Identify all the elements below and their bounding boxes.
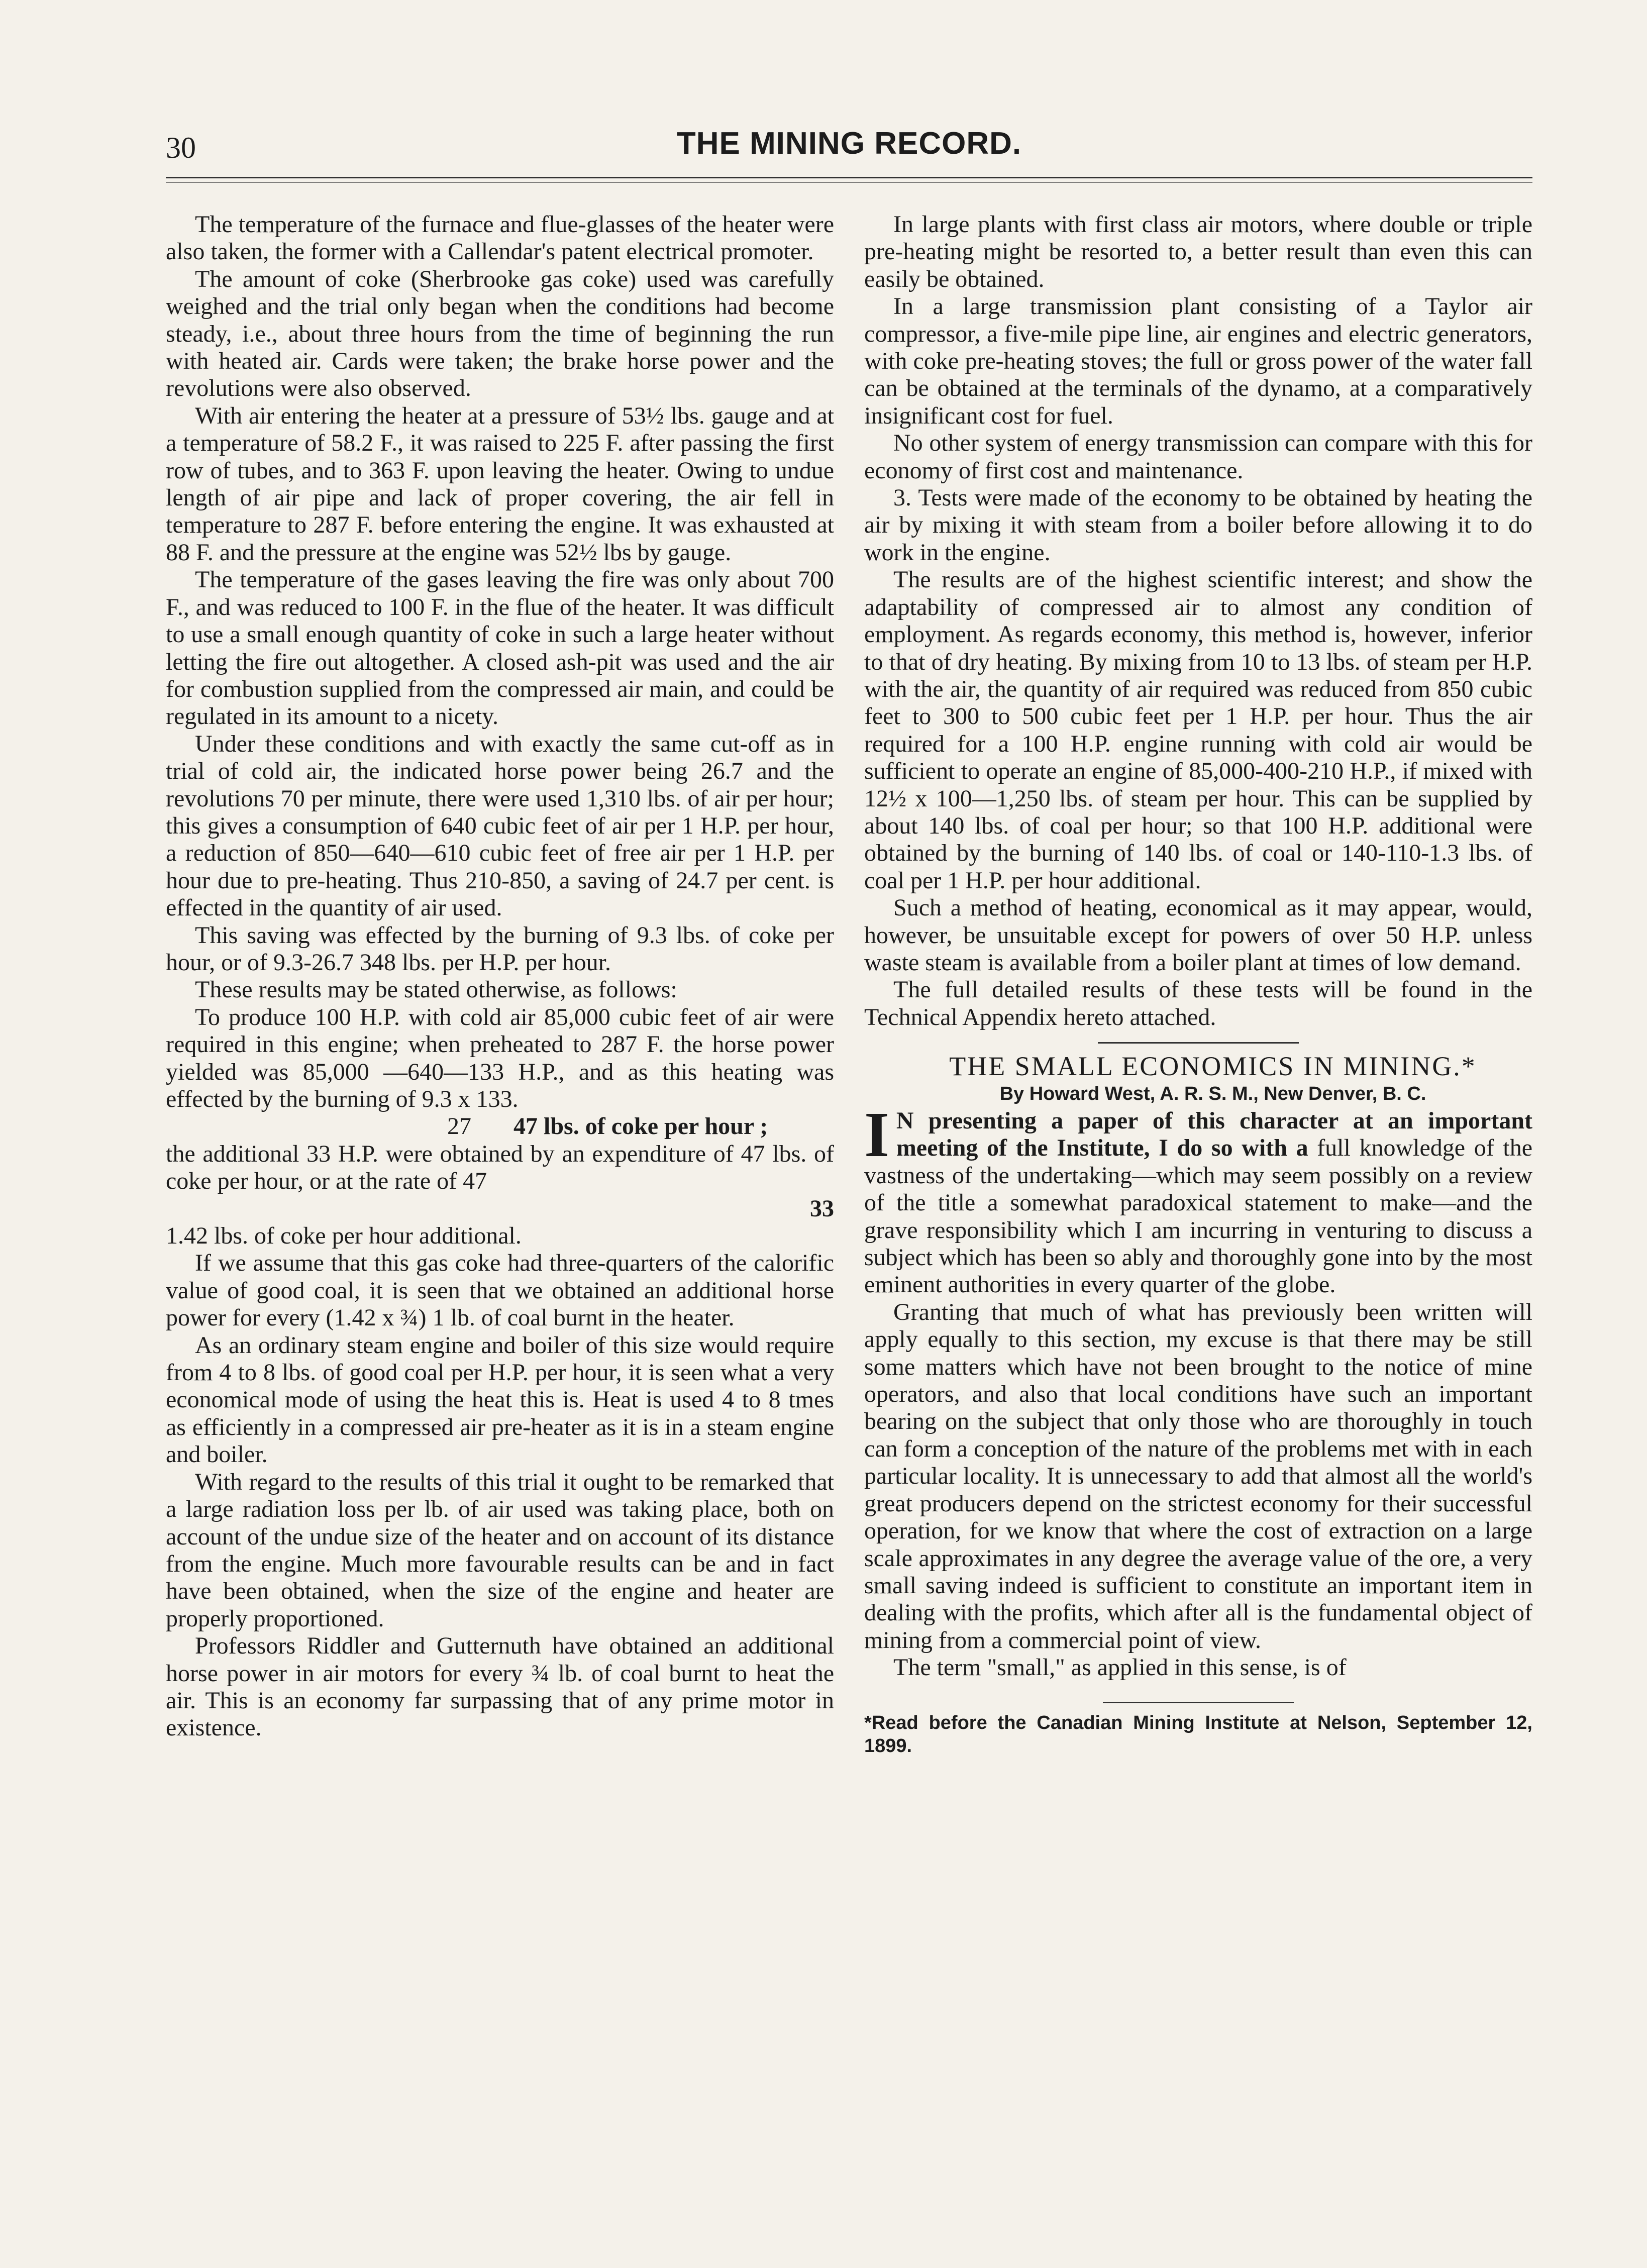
paragraph: To produce 100 H.P. with cold air 85,000 cubic feet of air were required in this engine; when preheated to 287 F. the horse power yielded was 85,000 —640—133 H.P., and as this heating was effected by the burning of 9.3 x 133. [166, 1003, 834, 1112]
equation-denominator: 27 [447, 1113, 471, 1140]
lead-text: full knowledge of the vastness of the undertaking—which may seem possibly on a review of the title a somewhat paradoxical statement to make—and the grave responsibility which I am incurring in venturing to discuss a subject which has been so ably and thoroughly gone into by the most eminent authorities in every quarter of the globe. [864, 1135, 1532, 1298]
paragraph: The amount of coke (Sherbrooke gas coke) used was carefully weighed and the trial only began when the conditions had become steady, i.e., about three hours from the time of beginning the run with heated air. Cards were taken; the brake horse power and the revolutions were also observed. [166, 265, 834, 402]
lead-bold-text: IN presenting a paper of this character at an important meeting of the Institute, I do so with a [864, 1099, 1532, 1170]
equation-line [166, 1113, 834, 1140]
paragraph: Under these conditions and with exactly the same cut-off as in trial of cold air, the indicated horse power being 26.7 and the revolutions 70 per minute, there were used 1,310 lbs. of air per hour; this gives a consumption of 640 cubic feet of air per 1 H.P. per hour, a reduction of 850—640—610 cubic feet of free air per 1 H.P. per hour due to pre-heating. Thus 210-850, a saving of 24.7 per cent. is effected in the quantity of air used. [166, 730, 834, 921]
paragraph: the additional 33 H.P. were obtained by an expenditure of 47 lbs. of coke per hour, or at the rate of 47 [166, 1140, 834, 1195]
paragraph: In a large transmission plant consisting of a Taylor air compressor, a five-mile pipe line, air engines and electric generators, with coke pre-heating stoves; the full or gross power of the water fall can be obtained at the terminals of the dynamo, at a comparatively insignificant cost for fuel. [864, 293, 1532, 429]
running-title: THE MINING RECORD. [676, 126, 1022, 161]
right-column [864, 211, 1532, 1758]
lead-paragraph [864, 1099, 1532, 1299]
paragraph: As an ordinary steam engine and boiler of this size would require from 4 to 8 lbs. of good coal per H.P. per hour, it is seen what a very economical mode of using the heat this is. Heat is used 4 to 8 tmes as efficiently in a compressed air pre-heater as it is in a steam engine and boiler. [166, 1331, 834, 1468]
paragraph: If we assume that this gas coke had three-quarters of the calorific value of good coal, it is seen that we obtained an additional horse power for every (1.42 x ¾) 1 lb. of coal burnt in the heater. [166, 1250, 834, 1331]
paragraph: In large plants with first class air motors, where double or triple pre-heating might be resorted to, a better result than even this can easily be obtained. [864, 211, 1532, 292]
paragraph: With air entering the heater at a pressure of 53½ lbs. gauge and at a temperature of 58.2 F., it was raised to 225 F. after passing the first row of tubes, and to 363 F. upon leaving the heater. Owing to undue length of air pipe and lack of proper covering, the air fell in temperature to 287 F. before entering the engine. It was exhausted at 88 F. and the pressure at the engine was 52½ lbs by gauge. [166, 402, 834, 566]
paragraph: With regard to the results of this trial it ought to be remarked that a large radiation loss per lb. of air used was taking place, both on account of the undue size of the heater and on account of its distance from the engine. Much more favourable results can be and in fact have been obtained, when the size of the engine and heater are properly proportioned. [166, 1468, 834, 1632]
header-rule [166, 177, 1532, 183]
paragraph: The results are of the highest scientific interest; and show the adaptability of compressed air to almost any condition of employment. As regards economy, this method is, however, inferior to that of dry heating. By mixing from 10 to 13 lbs. of steam per H.P. with the air, the quantity of air required was reduced from 850 cubic feet to 300 to 500 cubic feet per 1 H.P. per hour. Thus the air required for a 100 H.P. engine running with cold air would be sufficient to operate an engine of 85,000-400-210 H.P., if mixed with 12½ x 100—1,250 lbs. of steam per hour. This can be supplied by about 140 lbs. of coal per hour; so that 100 H.P. additional were obtained by the burning of 140 lbs. of coal or 140-110-1.3 lbs. of coal per 1 H.P. per hour additional. [864, 566, 1532, 894]
paragraph: The full detailed results of these tests will be found in the Technical Appendix hereto attached. [864, 976, 1532, 1030]
paragraph: No other system of energy transmission can compare with this for economy of first cost and maintenance. [864, 430, 1532, 484]
paragraph: 3. Tests were made of the economy to be obtained by heating the air by mixing it with steam from a boiler before allowing it to do work in the engine. [864, 484, 1532, 566]
left-column [166, 211, 834, 1742]
paragraph: The term "small," as applied in this sense, is of [893, 1654, 1347, 1681]
paragraph: These results may be stated otherwise, as follows: [195, 976, 677, 1003]
paragraph: Professors Riddler and Gutternuth have obtained an additional horse power in air motors for every ¾ lb. of coal burnt to heat the air. This is an economy far surpassing that of any prime motor in existence. [166, 1632, 834, 1741]
paragraph: The temperature of the furnace and flue-glasses of the heater were also taken, the former with a Callendar's patent electrical promoter. [166, 211, 834, 265]
paragraph: 1.42 lbs. of coke per hour additional. [166, 1222, 522, 1250]
equation-result: 47 lbs. of coke per hour ; [513, 1113, 768, 1140]
equation-denominator: 33 [810, 1195, 834, 1222]
footnote-divider [1103, 1702, 1294, 1703]
page-number: 30 [166, 131, 196, 164]
byline: By Howard West, A. R. S. M., New Denver, B. C. [999, 1083, 1426, 1104]
paragraph: Such a method of heating, economical as it may appear, would, however, be unsuitable except for powers of over 50 H.P. unless waste steam is available from a boiler plant at times of low demand. [864, 894, 1532, 976]
paragraph: The temperature of the gases leaving the fire was only about 700 F., and was reduced to 100 F. in the flue of the heater. It was difficult to use a small enough quantity of coke in such a large heater without letting the fire out altogether. A closed ash-pit was used and the air for combustion supplied from the compressed air main, and could be regulated in its amount to a nicety. [166, 566, 834, 730]
paragraph: This saving was effected by the burning of 9.3 lbs. of coke per hour, or of 9.3-26.7 348 lbs. per H.P. per hour. [166, 921, 834, 976]
paragraph: Granting that much of what has previously been written will apply equally to this section, my excuse is that there may be still some matters which have not been brought to the notice of mine operators, and also that local conditions have such an important bearing on the subject that only those who are thoroughly in touch can form a conception of the nature of the problems met with in each particular locality. It is unnecessary to add that almost all the world's great producers depend on the strictest economy for their successful operation, for we know that where the cost of extraction on a large scale approximates in any degree the average value of the ore, a very small saving indeed is sufficient to constitute an important item in dealing with the profits, which after all is the fundamental object of mining from a commercial point of view. [864, 1298, 1532, 1654]
page-header [166, 126, 1532, 171]
footnote: *Read before the Canadian Mining Institute at Nelson, September 12, 1899. [864, 1712, 1532, 1757]
section-divider [1098, 1042, 1299, 1044]
section-title: THE SMALL ECONOMICS IN MINING.* [949, 1051, 1477, 1082]
